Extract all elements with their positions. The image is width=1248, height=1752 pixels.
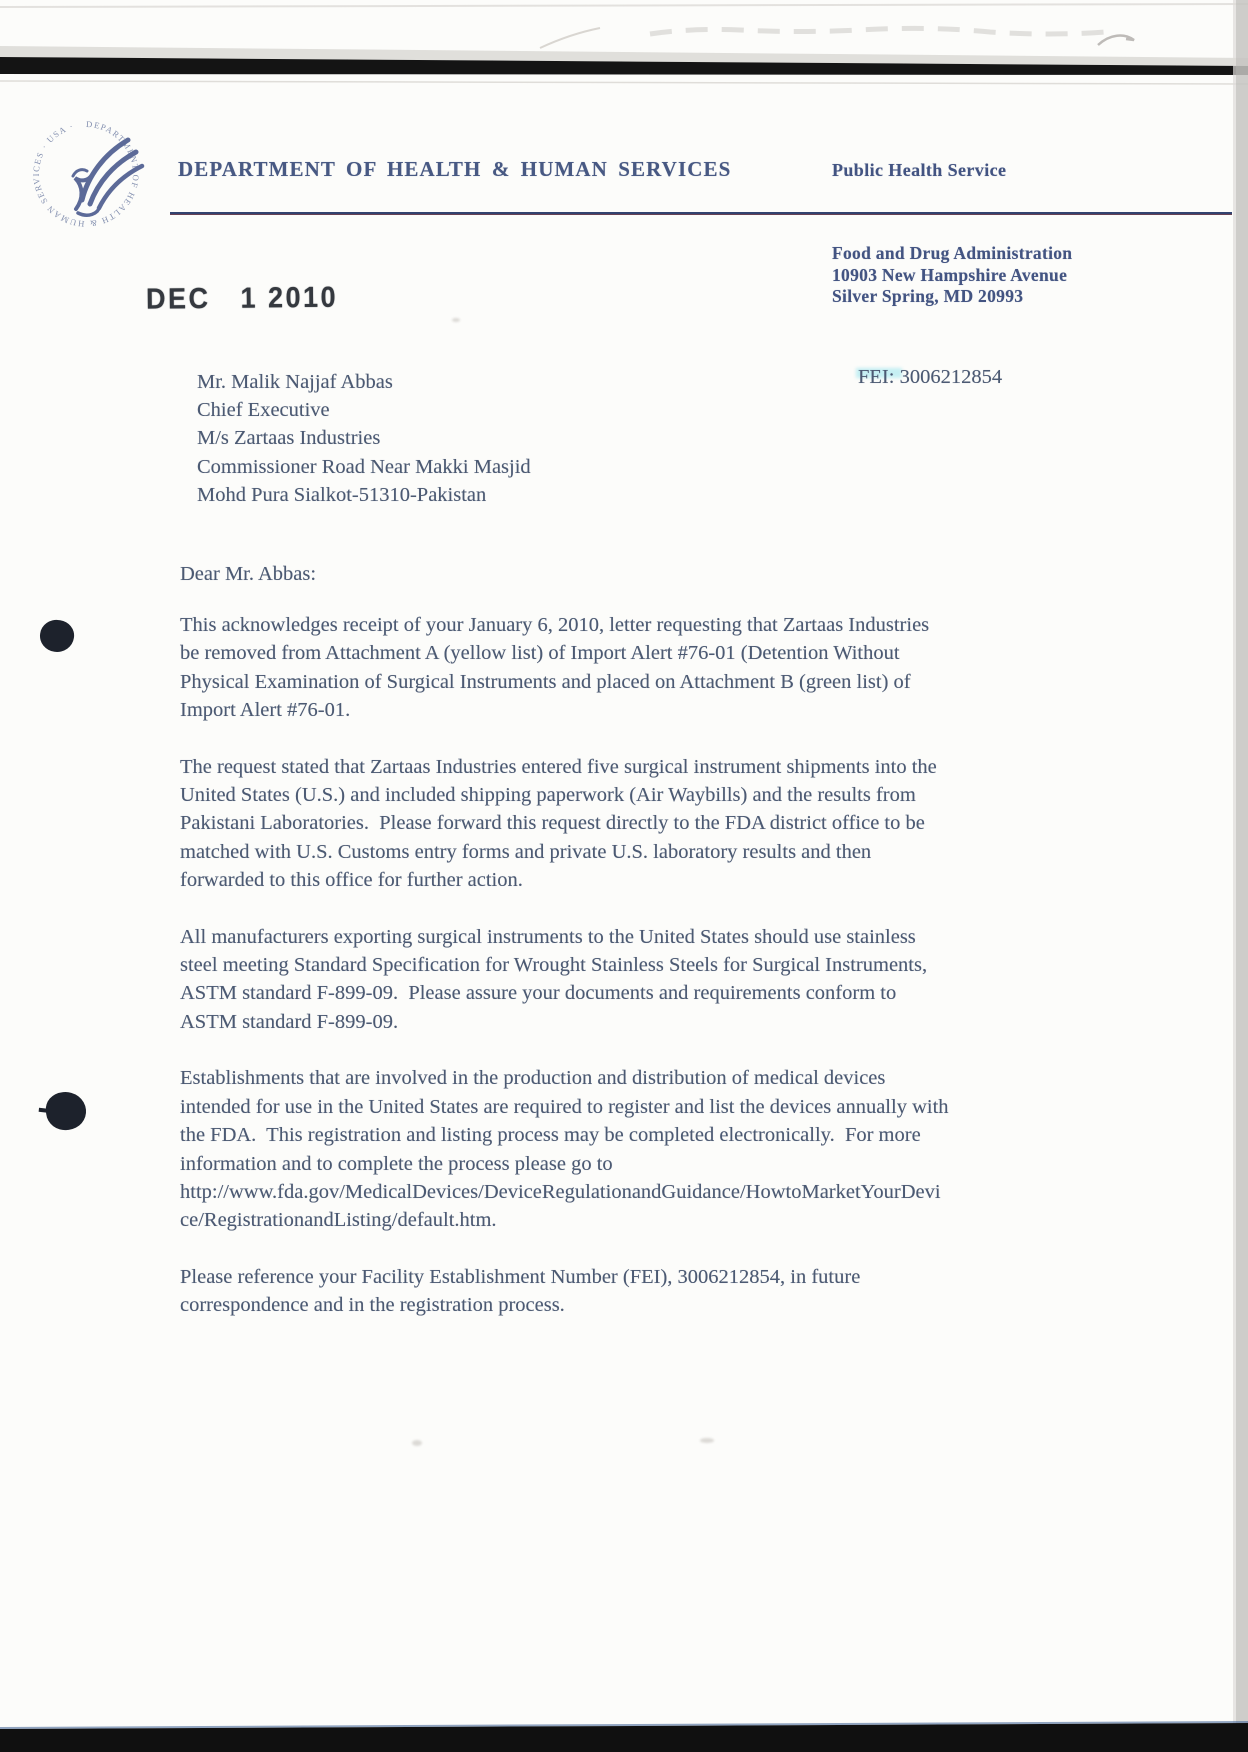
- text-line: http://www.fda.gov/MedicalDevices/DeviceRegulationandGuidance/HowtoMarketYourDevi: [180, 1180, 941, 1203]
- text-line: matched with U.S. Customs entry forms and private U.S. laboratory results and then: [180, 840, 872, 863]
- scan-artifact-ink-dot: [44, 1090, 88, 1132]
- text-line: steel meeting Standard Specification for Wrought Stainless Steels for Surgical Instruments,: [180, 954, 928, 977]
- text-line: forwarded to this office for further action.: [180, 869, 523, 892]
- department-title: DEPARTMENT OF HEALTH & HUMAN SERVICES: [178, 157, 732, 181]
- scan-artifact-top-black-bar: [0, 57, 1248, 75]
- text-line: ASTM standard F-899-09. Please assure your documents and requirements conform to: [180, 982, 897, 1005]
- text-line: Establishments that are involved in the production and distribution of medical devices: [180, 1067, 886, 1090]
- text-line: Commissioner Road Near Makki Masjid: [197, 455, 531, 478]
- text-line: 10903 New Hampshire Avenue: [832, 264, 1068, 285]
- scan-artifact-smudge-band: [650, 28, 1105, 34]
- text-line: correspondence and in the registration process.: [180, 1294, 565, 1317]
- text-line: ASTM standard F-899-09.: [180, 1010, 399, 1033]
- scan-artifact-smudge: [452, 318, 460, 322]
- text-line: Food and Drug Administration: [832, 243, 1073, 263]
- text-line: Physical Examination of Surgical Instruments and placed on Attachment B (green list) of: [180, 670, 911, 693]
- text-line: M/s Zartaas Industries: [197, 427, 381, 450]
- letterhead-rule: [170, 212, 1232, 215]
- body-paragraph: [180, 1064, 1040, 1234]
- body-paragraph: [180, 923, 1040, 1037]
- scan-artifact-ink-dot: [38, 618, 76, 654]
- recipient-address-block: [197, 368, 531, 509]
- scan-artifact-smudge: [700, 1438, 714, 1443]
- scan-artifact-top-hairline: [0, 4, 1248, 7]
- scan-artifact-bottom-blue-hairline: [0, 1722, 1248, 1728]
- date-received-stamp: DEC 1 2010: [145, 280, 339, 316]
- fei-reference-number: FEI: 3006212854: [858, 366, 1003, 388]
- scan-artifact-smudge: [412, 1440, 422, 1446]
- text-line: Silver Spring, MD 20993: [832, 286, 1024, 306]
- body-paragraph: [180, 611, 1040, 725]
- text-line: Mr. Malik Najjaf Abbas: [197, 371, 393, 393]
- scan-artifact-under-bar-hairline: [0, 81, 1248, 84]
- scan-artifact-bottom-black-band: [0, 1723, 1248, 1752]
- text-line: Chief Executive: [197, 399, 330, 422]
- text-line: Please reference your Facility Establishment Number (FEI), 3006212854, in future: [180, 1265, 861, 1288]
- text-line: Pakistani Laboratories. Please forward this request directly to the FDA district office to be: [180, 812, 925, 835]
- scan-artifact-curl-mark: [1098, 36, 1134, 45]
- scan-artifact-right-edge-band: [1236, 0, 1248, 1752]
- text-line: United States (U.S.) and included shipping paperwork (Air Waybills) and the results from: [180, 784, 916, 807]
- scan-artifact-gray-band: [0, 46, 1248, 66]
- scan-artifact-right-edge-light: [1233, 0, 1236, 1752]
- salutation: Dear Mr. Abbas:: [180, 563, 317, 585]
- scan-artifact-scratch: [540, 28, 600, 48]
- hhs-seal-logo: [26, 112, 158, 244]
- public-health-service-title: Public Health Service: [832, 160, 1007, 180]
- seal-ring-text: DEPARTMENT OF HEALTH & HUMAN SERVICES · USA ·: [30, 118, 142, 230]
- text-line: be removed from Attachment A (yellow list) of Import Alert #76-01 (Detention Without: [180, 642, 900, 665]
- text-line: Mohd Pura Sialkot-51310-Pakistan: [197, 483, 487, 506]
- text-line: This acknowledges receipt of your January 6, 2010, letter requesting that Zartaas Industries: [180, 614, 930, 636]
- text-line: The request stated that Zartaas Industries entered five surgical instrument shipments into the: [180, 755, 937, 778]
- agency-address-block: [832, 243, 1072, 308]
- text-line: All manufacturers exporting surgical instruments to the United States should use stainless: [180, 925, 916, 948]
- text-line: ce/RegistrationandListing/default.htm.: [180, 1209, 497, 1232]
- text-line: Import Alert #76-01.: [180, 699, 351, 722]
- text-line: the FDA. This registration and listing process may be completed electronically. For more: [180, 1124, 921, 1147]
- text-line: information and to complete the process please go to: [180, 1152, 613, 1175]
- body-paragraph: [180, 1263, 1040, 1320]
- letter-body: [180, 611, 1040, 1348]
- text-line: intended for use in the United States are required to register and list the devices annually with: [180, 1095, 949, 1118]
- body-paragraph: [180, 753, 1040, 895]
